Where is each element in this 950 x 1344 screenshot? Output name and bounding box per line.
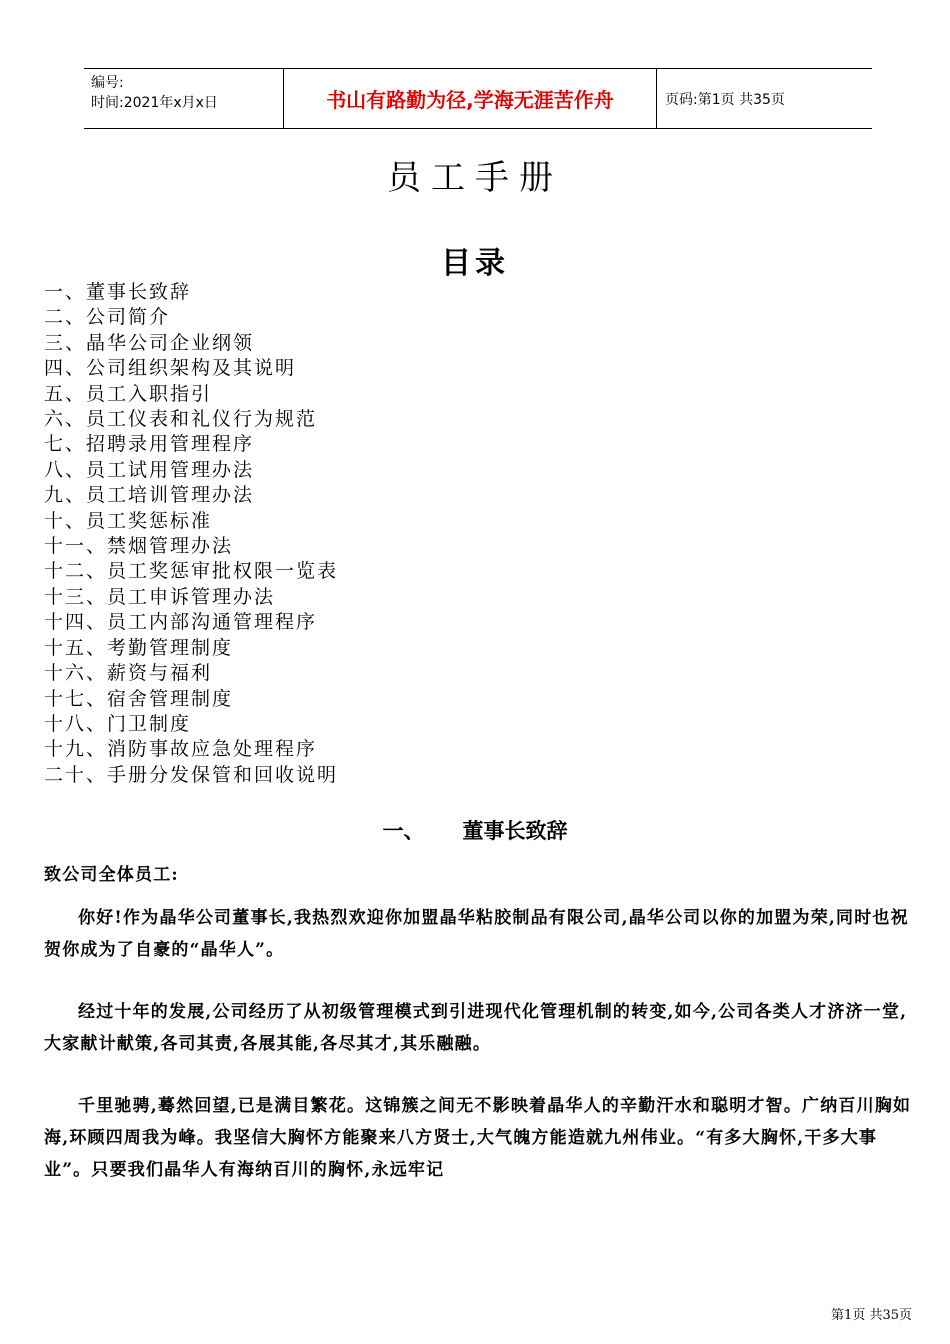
header-motto: 书山有路勤为径,学海无涯苦作舟: [284, 69, 657, 128]
toc-item: 十七、宿舍管理制度: [44, 687, 234, 710]
header-meta: [84, 69, 284, 128]
toc-item: 二十、手册分发保管和回收说明: [44, 763, 339, 786]
toc-item: 十四、员工内部沟通管理程序: [44, 611, 318, 634]
table-of-contents: [44, 280, 338, 788]
time-label: 时间:2021年x月x日: [91, 95, 218, 111]
number-label: 编号:: [91, 75, 124, 91]
section-number: 一、: [382, 819, 425, 843]
toc-item: 八、员工试用管理办法: [44, 458, 255, 481]
document-title: 员工手册: [387, 158, 563, 198]
toc-item: 十一、禁烟管理办法: [44, 535, 234, 558]
toc-item: 一、董事长致辞: [44, 281, 192, 303]
toc-title: 目录: [441, 246, 509, 281]
letter-body-2: [44, 996, 912, 1060]
page-footer: 第1页 共35页: [831, 1308, 912, 1323]
toc-item: 十、员工奖惩标准: [44, 509, 213, 532]
toc-item: 十六、薪资与福利: [44, 662, 213, 685]
toc-item: 六、员工仪表和礼仪行为规范: [44, 408, 318, 431]
toc-item: 二、公司简介: [44, 306, 171, 329]
paragraph: 经过十年的发展,公司经历了从初级管理模式到引进现代化管理机制的转变,如今,公司各类人才济济一堂,大家献计献策,各司其责,各展其能,各尽其才,其乐融融。: [44, 1002, 908, 1054]
letter-body-3: [44, 1090, 912, 1186]
toc-item: 七、招聘录用管理程序: [44, 433, 255, 456]
salutation: 致公司全体员工:: [44, 865, 179, 885]
page-header: [84, 68, 872, 129]
toc-item: 十三、员工申诉管理办法: [44, 585, 276, 608]
toc-item: 五、员工入职指引: [44, 382, 213, 405]
toc-item: 九、员工培训管理办法: [44, 484, 255, 507]
paragraph: 你好!作为晶华公司董事长,我热烈欢迎你加盟晶华粘胶制品有限公司,晶华公司以你的加盟为荣,同时也祝贺你成为了自豪的“晶华人”。: [44, 908, 909, 960]
toc-item: 十八、门卫制度: [44, 712, 192, 735]
toc-item: 十二、员工奖惩审批权限一览表: [44, 560, 339, 583]
section-heading: [0, 815, 950, 845]
section-title: 董事长致辞: [462, 819, 568, 843]
toc-item: 十五、考勤管理制度: [44, 636, 234, 659]
paragraph: 千里驰骋,蓦然回望,已是满目繁花。这锦簇之间无不影映着晶华人的辛勤汗水和聪明才智。广纳百川胸如海,环顾四周我为峰。我坚信大胸怀方能聚来八方贤士,大气魄方能造就九州伟业。“有多大胸怀,干多大事业”。只要我们晶华人有海纳百川的胸怀,永远牢记: [44, 1096, 912, 1180]
toc-item: 三、晶华公司企业纲领: [44, 331, 255, 354]
toc-item: 十九、消防事故应急处理程序: [44, 738, 318, 761]
letter-body: [44, 902, 912, 966]
toc-item: 四、公司组织架构及其说明: [44, 357, 297, 380]
header-page-info: 页码:第1页 共35页: [665, 91, 785, 108]
